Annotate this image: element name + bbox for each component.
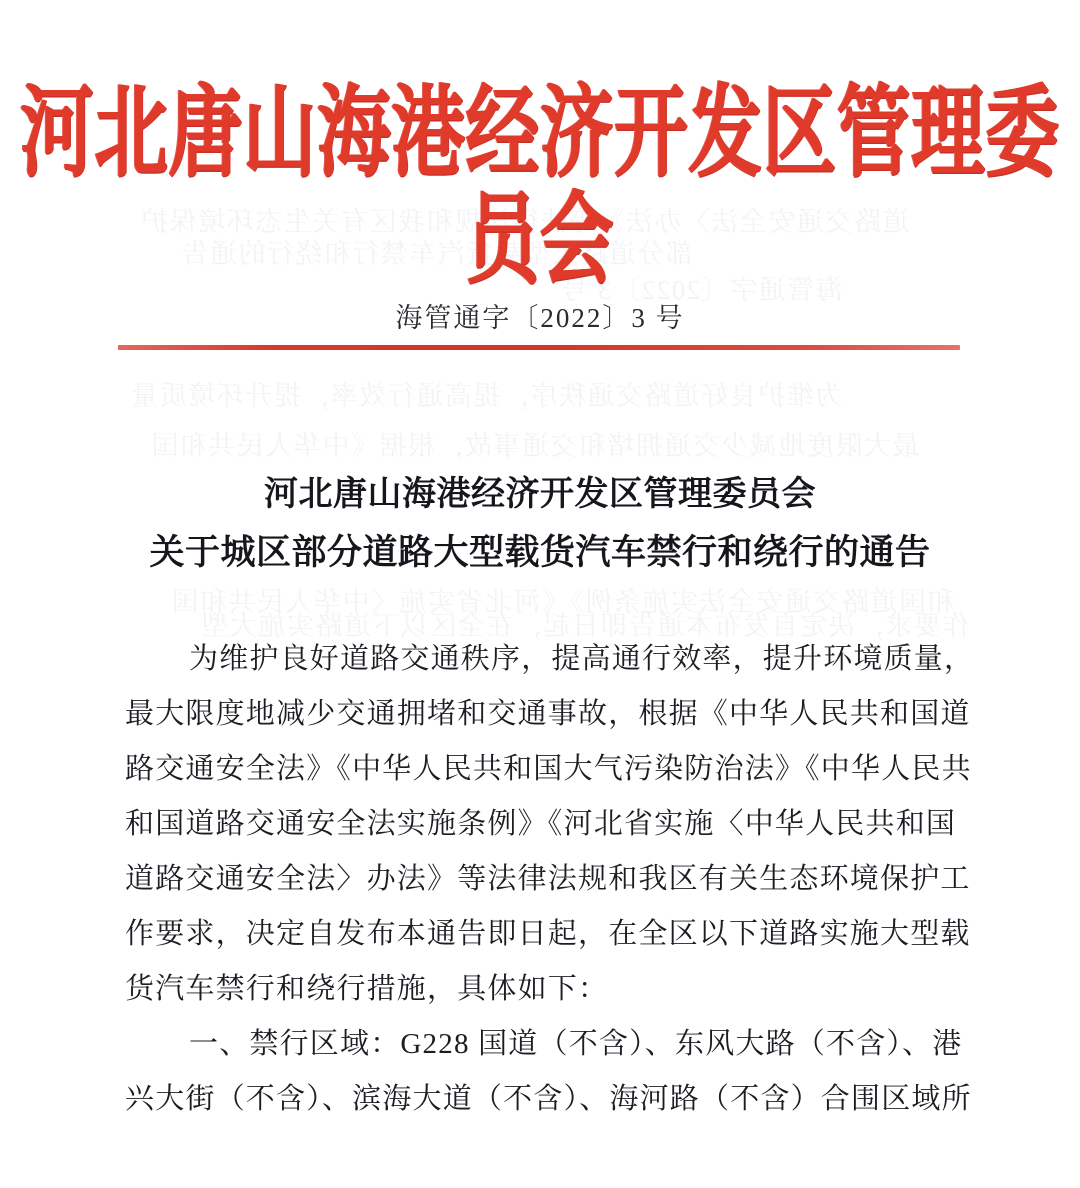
document-title	[0, 466, 1080, 582]
ghost-text-line: 和国道路交通安全法实施条例》《河北省实施〈中华人民共和国	[170, 587, 955, 617]
ghost-text-line: 最大限度地减少交通拥堵和交通事故，根据《中华人民共和国	[150, 431, 920, 461]
body-paragraph-line: 和国道路交通安全法实施条例》《河北省实施〈中华人民共和国	[125, 808, 957, 840]
title-line-subject: 关于城区部分道路大型载货汽车禁行和绕行的通告	[149, 533, 931, 572]
red-separator-rule	[118, 345, 960, 350]
body-paragraph-line: 道路交通安全法〉办法》等法律法规和我区有关生态环境保护工	[125, 863, 971, 895]
body-section-one-line: 一、禁行区域：G228 国道（不含）、东风大路（不含）、港	[189, 1028, 963, 1060]
body-section-one-line: 兴大街（不含）、滨海大道（不含）、海河路（不含）合围区域所	[125, 1083, 972, 1115]
document-body	[125, 632, 975, 1127]
ghost-text-line: 海管通字〔2022〕3 号	[560, 275, 843, 305]
ghost-text-line: 部分道路大型载货汽车禁行和绕行的通告	[180, 239, 693, 269]
title-line-issuer: 河北唐山海港经济开发区管理委员会	[264, 476, 816, 513]
ghost-text-line: 道路交通安全法〉办法》等法律法规和我区有关生态环境保护	[140, 207, 910, 237]
ghost-text-line: 作要求，决定自发布本通告即日起，在全区以下道路实施大型	[200, 611, 970, 641]
body-paragraph-line: 为维护良好道路交通秩序，提高通行效率，提升环境质量，	[189, 643, 975, 675]
ghost-text-line: 为维护良好道路交通秩序，提高通行效率，提升环境质量	[130, 381, 843, 411]
body-paragraph-line: 最大限度地减少交通拥堵和交通事故，根据《中华人民共和国道	[125, 698, 971, 730]
body-paragraph-line: 货汽车禁行和绕行措施，具体如下：	[125, 973, 609, 1005]
masthead-organization-name: 河北唐山海港经济开发区管理委员会	[20, 79, 1060, 297]
body-paragraph-line: 路交通安全法》《中华人民共和国大气污染防治法》《中华人民共	[125, 753, 972, 785]
document-number: 海管通字〔2022〕3 号	[395, 303, 685, 333]
body-paragraph-line: 作要求，决定自发布本通告即日起，在全区以下道路实施大型载	[125, 918, 971, 950]
